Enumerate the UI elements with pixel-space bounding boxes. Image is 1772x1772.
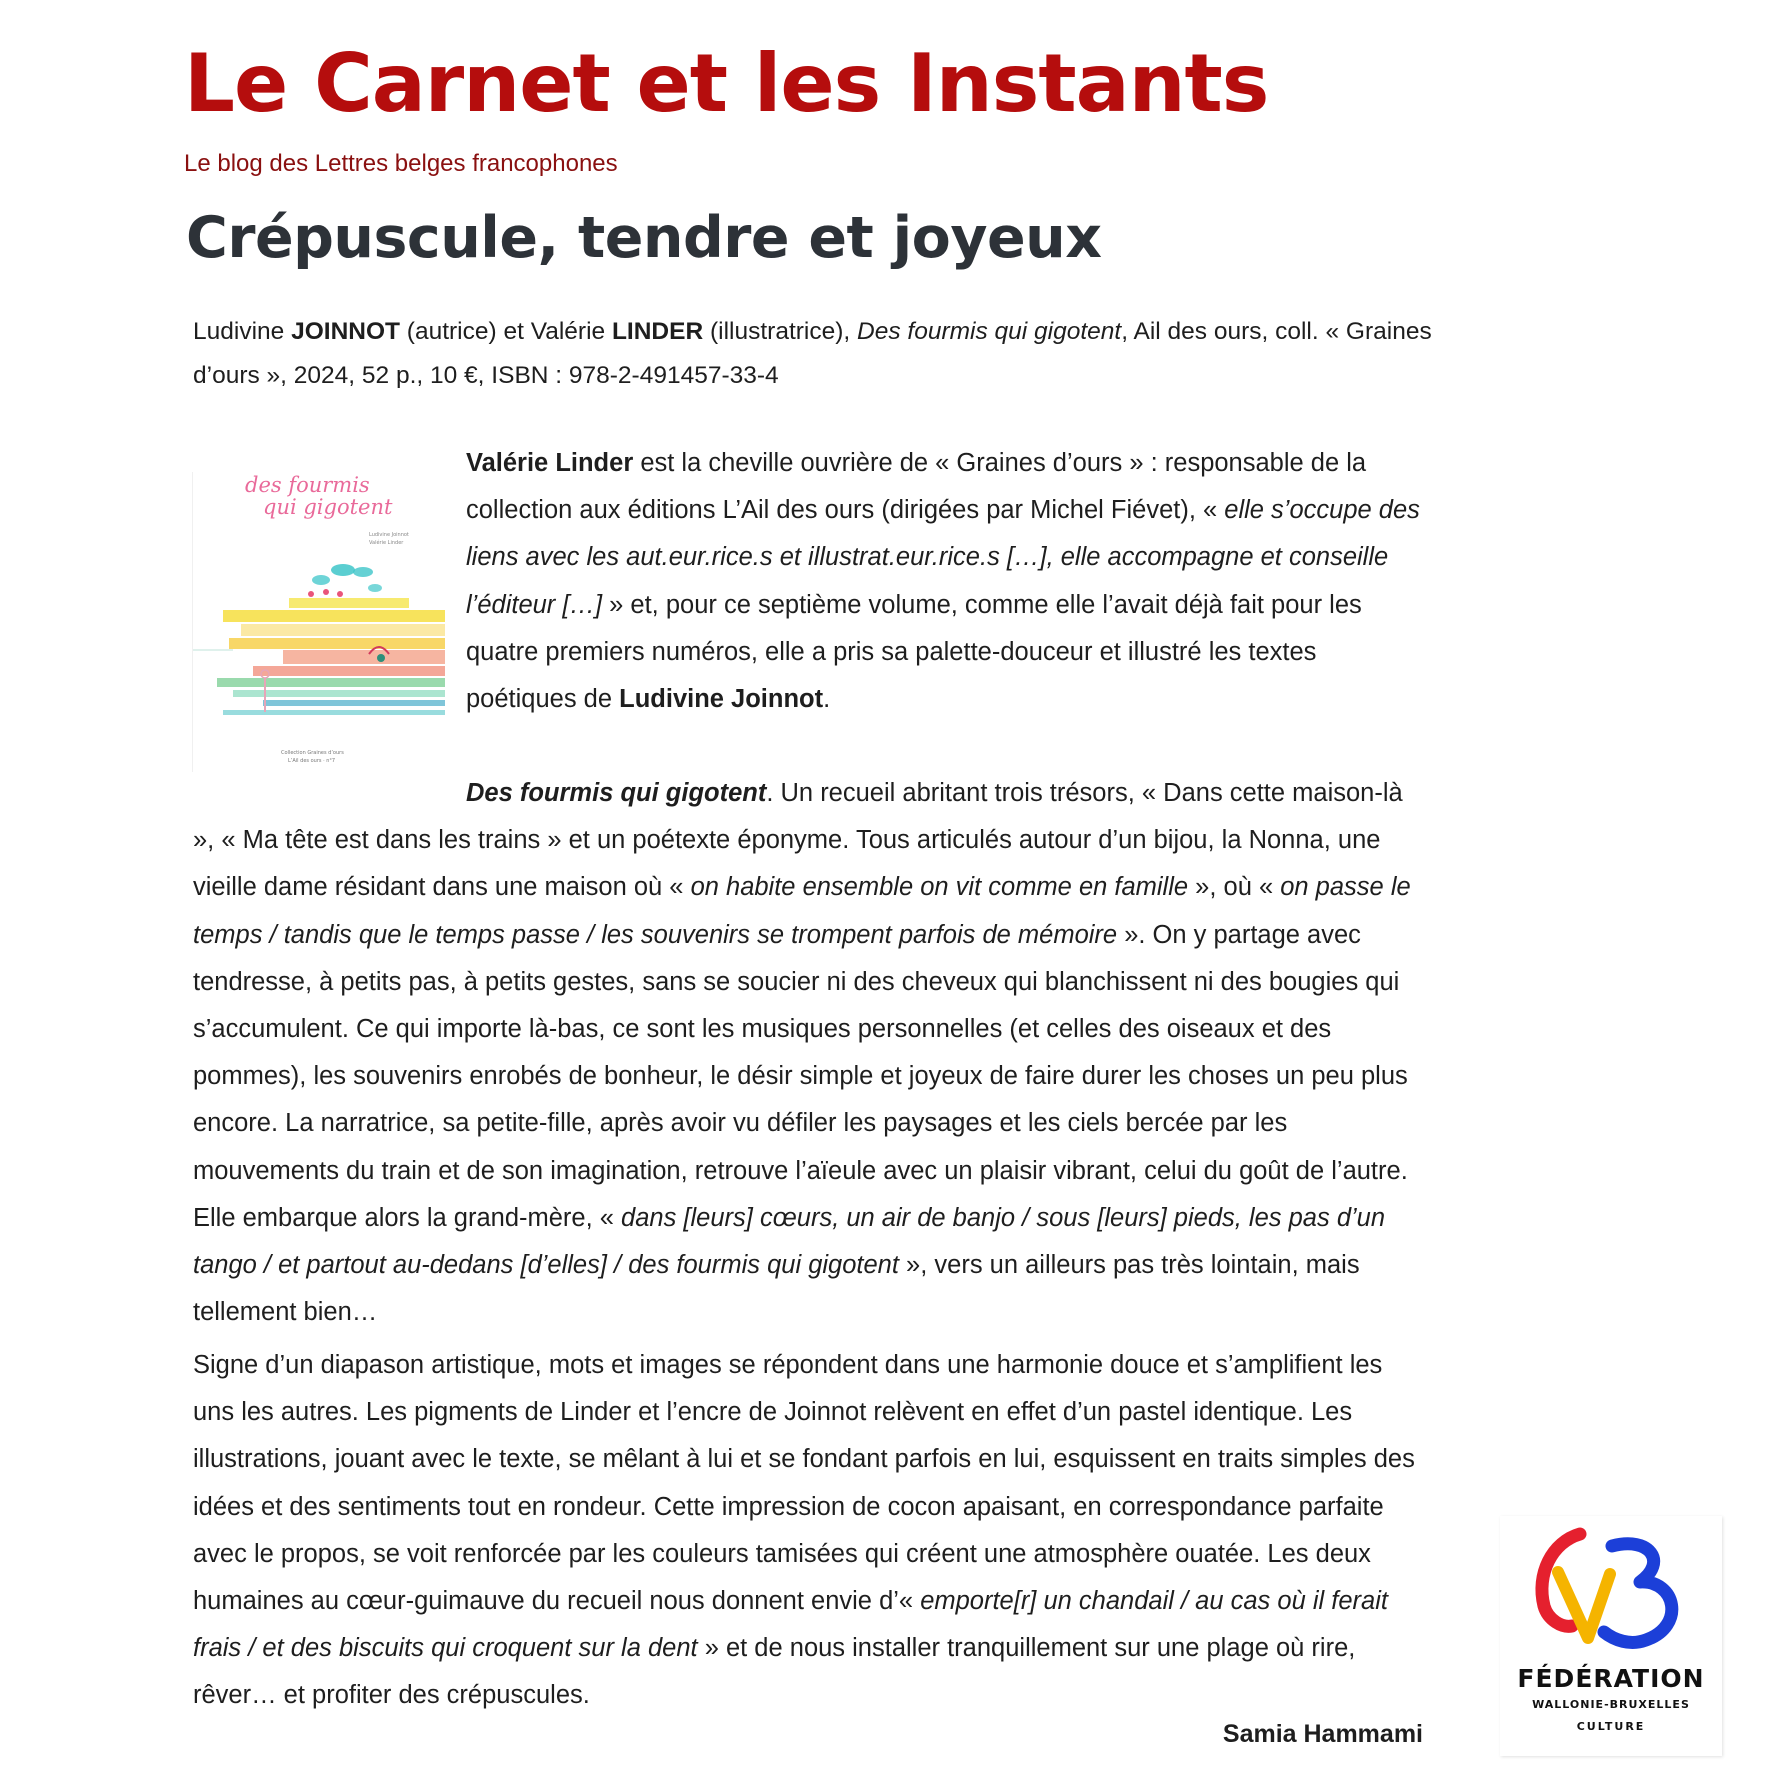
illustrator-last-name: LINDER — [611, 318, 704, 345]
paragraph-second — [193, 1342, 1423, 1720]
illustrator-first-name: Valérie — [530, 318, 606, 345]
text-run: on passe le temps / tandis que le temps passe / les souvenirs se trompent parfois de mémoire — [193, 873, 1411, 949]
paragraph-intro — [466, 440, 1426, 723]
book-title: Des fourmis qui gigotent — [857, 318, 1122, 345]
text-run: dans [leurs] cœurs, un air de banjo / sous [leurs] pieds, les pas d’un tango / et partout au-dedans [d’elles] / des fourmis qui gigotent — [193, 1203, 1386, 1280]
book-credits — [193, 310, 1433, 398]
cover-collection-line: Collection Graines d’ours — [281, 750, 344, 756]
text-run: » et de nous installer tranquillement sur une plage où rire, rêver… et profiter des crépuscules. — [193, 1634, 1356, 1710]
federation-wallonie-bruxelles-logo[interactable] — [1500, 1516, 1722, 1756]
text-run: », où « — [1188, 873, 1281, 902]
site-tagline: Le blog des Lettres belges francophones — [184, 150, 618, 177]
text-run: », vers un ailleurs pas très lointain, mais tellement bien… — [193, 1251, 1360, 1327]
cover-title-line1: des fourmis — [245, 473, 370, 497]
post-title: Crépuscule, tendre et joyeux — [186, 205, 1102, 271]
text-run: on habite ensemble on vit comme en famille — [690, 873, 1189, 902]
text-run: emporte[r] un chandail / au cas où il ferait frais / et des biscuits qui croquent sur la dent — [193, 1587, 1388, 1663]
book-cover-image — [192, 472, 453, 772]
logo-sector: CULTURE — [1576, 1720, 1646, 1733]
text-run: Ludivine Joinnot — [619, 685, 824, 714]
text-run: Des fourmis qui gigotent — [466, 779, 767, 807]
author-first-name: Ludivine — [193, 318, 285, 345]
text-run: elle s’occupe des liens avec les aut.eur.rice.s et illustrat.eur.rice.s […], elle accompagne et conseille l’éditeur […] — [466, 496, 1420, 619]
fwb-emblem-icon — [1500, 1516, 1722, 1664]
cover-title-line2: qui gigotent — [263, 495, 393, 519]
text-run: Valérie Linder — [466, 449, 634, 477]
illustrator-role: (illustratrice), — [709, 318, 851, 345]
text-run: » et, pour ce septième volume, comme elle l’avait déjà fait pour les quatre premiers numéros, elle a pris sa palette-douceur et illustré les textes poétiques de — [466, 590, 1362, 714]
author-role: (autrice) et — [406, 318, 524, 345]
cover-publisher-line: L’Ail des ours · n°7 — [288, 758, 336, 764]
author-last-name: JOINNOT — [291, 318, 400, 345]
cover-author-line: Ludivine Joinnot — [369, 532, 409, 538]
text-run: Signe d’un diapason artistique, mots et images se répondent dans une harmonie douce et s’amplifient les uns les autres. Les pigments de Linder et l’encre de Joinnot relèvent en effet d’un pastel identique. Les illustrations, jouant avec le texte, se mêlant à lui et se fondant parfois en lui, esquissent en traits simples des idées et des sentiments tout en rondeur. Cette impression de cocon apaisant, en correspondance parfaite avec le propos, se voit renforcée par les couleurs tamisées qui créent une atmosphère ouatée. Les deux humaines au cœur-guimauve du recueil nous donnent envie d’« — [193, 1351, 1415, 1616]
logo-name: FÉDÉRATION — [1517, 1664, 1705, 1693]
logo-region: WALLONIE-BRUXELLES — [1532, 1698, 1690, 1711]
text-run: . Un recueil abritant trois trésors, « Dans cette maison-là », « Ma tête est dans les trains » et un poétexte éponyme. Tous articulés autour d’un bijou, la Nonna, une vieille dame résidant dans une maison où « — [193, 779, 1403, 902]
text-run: ». On y partage avec tendresse, à petits pas, à petits gestes, sans se soucier ni des cheveux qui blanchissent ni des bougies qui s’accumulent. Ce qui importe là-bas, ce sont les musiques personnelles (et celles des oiseaux et des pommes), les souvenirs enrobés de bonheur, le désir simple et joyeux de faire durer les choses un peu plus encore. La narratrice, sa petite-fille, après avoir vu défiler les paysages et les ciels bercée par les mouvements du train et de son imagination, retrouve l’aïeule avec un plaisir vibrant, celui du goût de l’autre. Elle embarque alors la grand-mère, « — [193, 920, 1408, 1232]
book-details: , Ail des ours, coll. « Graines d’ours », 2024, 52 p., 10 €, ISBN : 978-2-491457-33-4 — [193, 318, 1432, 389]
paragraph-main — [193, 770, 1423, 1336]
text-run: est la cheville ouvrière de « Graines d’ours » : responsable de la collection aux éditions L’Ail des ours (dirigées par Michel Fiévet), « — [466, 449, 1367, 525]
article-signature: Samia Hammami — [1222, 1720, 1423, 1748]
text-run: . — [823, 685, 831, 714]
site-title[interactable]: Le Carnet et les Instants — [184, 37, 1269, 130]
cover-illustrator-line: Valérie Linder — [369, 540, 404, 546]
